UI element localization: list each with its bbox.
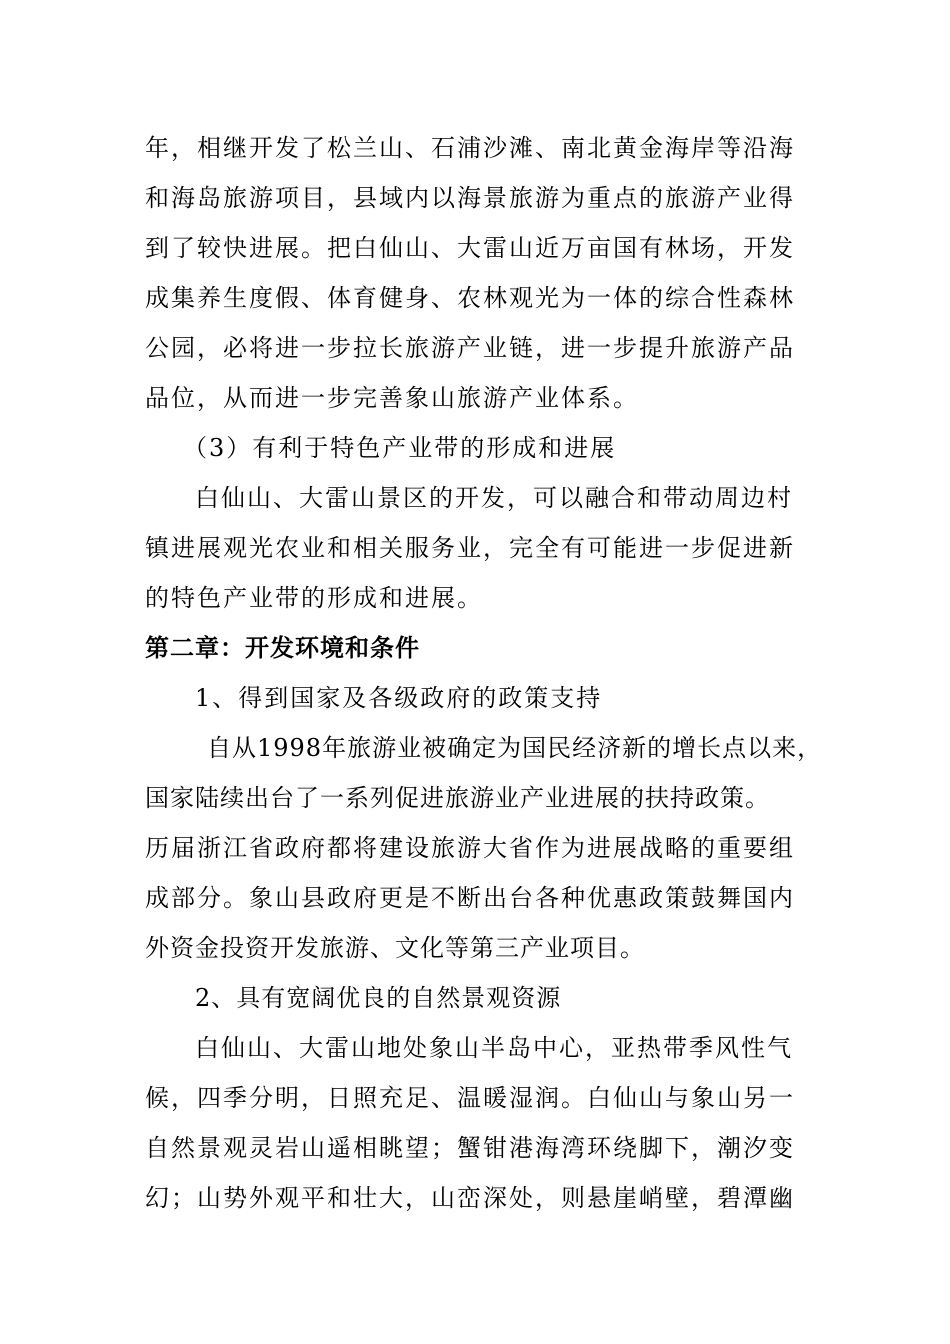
- paragraph-line: 自从1998年旅游业被确定为国民经济新的增长点以来，: [207, 734, 823, 762]
- paragraph-line: 年，相继开发了松兰山、石浦沙滩、南北黄金海岸等沿海: [145, 134, 795, 162]
- paragraph-line: 成集养生度假、体育健身、农林观光为一体的综合性森林: [145, 284, 795, 312]
- paragraph-line: 白仙山、大雷山景区的开发，可以融合和带动周边村: [195, 484, 793, 512]
- paragraph-line: 品位，从而进一步完善象山旅游产业体系。: [145, 384, 639, 412]
- paragraph-line: 候，四季分明，日照充足、温暖湿润。白仙山与象山另一: [145, 1084, 795, 1112]
- paragraph-line: 历届浙江省政府都将建设旅游大省作为进展战略的重要组: [145, 834, 795, 862]
- chapter-heading: 第二章：开发环境和条件: [145, 633, 420, 662]
- subsection-heading: 1、得到国家及各级政府的政策支持: [195, 684, 603, 712]
- paragraph-line: 幻；山势外观平和壮大，山峦深处，则悬崖峭壁，碧潭幽: [145, 1184, 795, 1212]
- paragraph-line: 国家陆续出台了一系列促进旅游业产业进展的扶持政策。: [145, 784, 770, 812]
- paragraph-line: 到了较快进展。把白仙山、大雷山近万亩国有林场，开发: [145, 234, 795, 262]
- subsection-heading: 2、具有宽阔优良的自然景观资源: [195, 984, 562, 1012]
- subsection-heading: （3）有利于特色产业带的形成和进展: [183, 434, 617, 462]
- paragraph-line: 的特色产业带的形成和进展。: [145, 584, 483, 612]
- paragraph-line: 和海岛旅游项目，县域内以海景旅游为重点的旅游产业得: [145, 184, 795, 212]
- paragraph-line: 白仙山、大雷山地处象山半岛中心，亚热带季风性气: [195, 1034, 793, 1062]
- paragraph-line: 外资金投资开发旅游、文化等第三产业项目。: [145, 934, 645, 962]
- paragraph-line: 成部分。象山县政府更是不断出台各种优惠政策鼓舞国内: [145, 884, 795, 912]
- paragraph-line: 公园，必将进一步拉长旅游产业链，进一步提升旅游产品: [145, 334, 795, 362]
- paragraph-line: 自然景观灵岩山遥相眺望；蟹钳港海湾环绕脚下，潮汐变: [145, 1134, 795, 1162]
- paragraph-line: 镇进展观光农业和相关服务业，完全有可能进一步促进新: [145, 534, 795, 562]
